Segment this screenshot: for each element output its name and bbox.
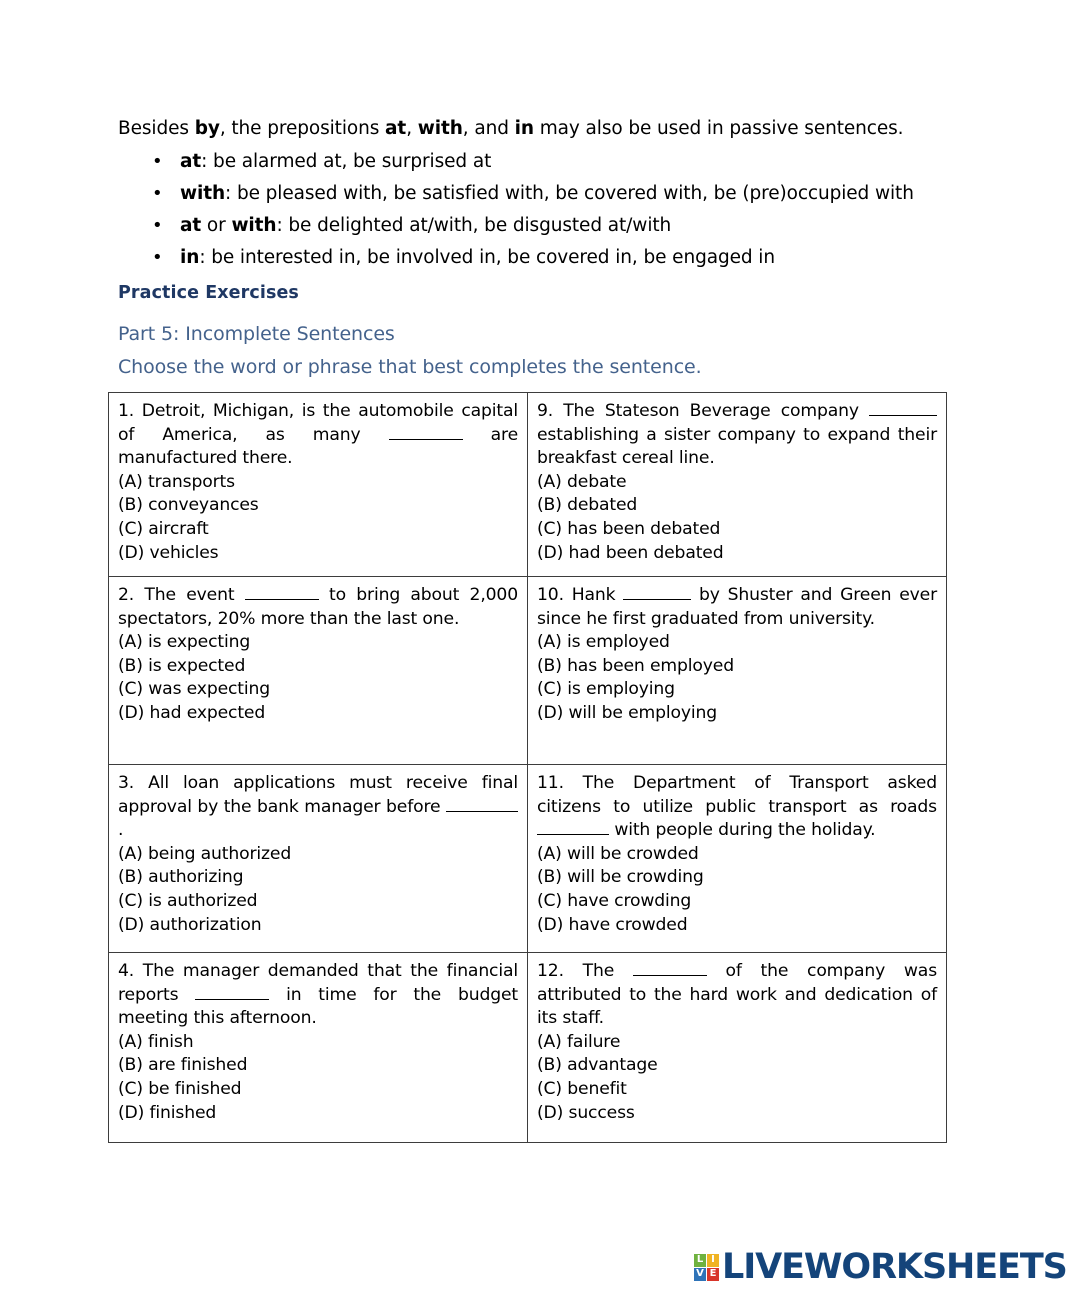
option-d[interactable]: (D) had been debated [537,542,724,563]
option-c[interactable]: (C) aircraft [118,518,209,539]
liveworksheets-logo[interactable] [694,1247,1067,1287]
option-c[interactable]: (C) be finished [118,1078,242,1099]
bullet-item-at [118,146,936,178]
section-d [118,114,936,274]
option-d[interactable]: (D) finished [118,1102,217,1123]
answer-blank[interactable] [195,985,269,1000]
answer-blank[interactable] [633,961,707,976]
question-stem: 3. All loan applications must receive final approval by the bank manager before . [118,773,518,841]
question-cell-1 [109,393,528,577]
option-a[interactable]: (A) debate [537,471,627,492]
option-d[interactable]: (D) will be employing [537,702,718,723]
bullet-dot-icon: • [152,247,163,268]
answer-blank[interactable] [537,820,609,835]
question-stem: 2. The event to bring about 2,000 spectators, 20% more than the last one. [118,585,518,629]
section-d-bullet-list [118,146,936,274]
liveworksheets-badge-icon [694,1254,719,1281]
question-cell-2 [109,577,528,765]
option-b[interactable]: (B) advantage [537,1055,658,1076]
bullet-text: in: be interested in, be involved in, be covered in, be engaged in [180,247,775,268]
option-d[interactable]: (D) success [537,1102,635,1123]
question-stem: 9. The Stateson Beverage company establishing a sister company to expand their breakfast cereal line. [537,401,937,469]
option-c[interactable]: (C) was expecting [118,679,271,700]
option-d[interactable]: (D) authorization [118,914,262,935]
bullet-text: at or with: be delighted at/with, be disgusted at/with [180,215,672,236]
bullet-dot-icon: • [152,215,163,236]
question-cell-12 [528,953,947,1143]
question-stem: 10. Hank by Shuster and Green ever since he first graduated from university. [537,585,937,629]
option-a[interactable]: (A) is expecting [118,632,251,653]
question-cell-3 [109,765,528,953]
option-d[interactable]: (D) have crowded [537,914,688,935]
bullet-dot-icon: • [152,183,163,204]
question-stem: 4. The manager demanded that the financial reports in time for the budget meeting this afternoon. [118,961,518,1029]
option-b[interactable]: (B) is expected [118,655,246,676]
answer-blank[interactable] [869,401,937,416]
bullet-item-in [118,242,936,274]
table-row [109,393,947,577]
section-d-intro [118,114,936,144]
option-a[interactable]: (A) will be crowded [537,843,699,864]
question-cell-4 [109,953,528,1143]
option-a[interactable]: (A) failure [537,1031,621,1052]
badge-letter-v: V [694,1268,706,1281]
instruction-text: Choose the word or phrase that best completes the sentence. [118,356,702,378]
liveworksheets-wordmark: LIVEWORKSHEETS [722,1247,1067,1287]
questions-table-body [109,393,947,1143]
section-d-intro-text: Besides by, the prepositions at, with, and in may also be used in passive sentences. [118,118,904,139]
answer-blank[interactable] [389,425,463,440]
option-c[interactable]: (C) is employing [537,679,675,700]
bullet-item-with [118,178,936,210]
option-a[interactable]: (A) is employed [537,632,670,653]
option-b[interactable]: (B) are finished [118,1055,248,1076]
answer-blank[interactable] [446,797,518,812]
badge-letter-l: L [694,1254,706,1267]
option-d[interactable]: (D) vehicles [118,542,219,563]
option-c[interactable]: (C) benefit [537,1078,627,1099]
table-row [109,765,947,953]
question-cell-11 [528,765,947,953]
answer-blank[interactable] [623,585,691,600]
bullet-dot-icon: • [152,151,163,172]
questions-table [108,392,947,1143]
question-stem: 1. Detroit, Michigan, is the automobile capital of America, as many are manufactured there. [118,401,518,469]
table-row [109,953,947,1143]
option-c[interactable]: (C) has been debated [537,518,721,539]
option-d[interactable]: (D) had expected [118,702,266,723]
table-row [109,577,947,765]
option-a[interactable]: (A) being authorized [118,843,292,864]
option-b[interactable]: (B) conveyances [118,495,259,516]
question-cell-10 [528,577,947,765]
question-cell-9 [528,393,947,577]
option-c[interactable]: (C) have crowding [537,890,692,911]
option-b[interactable]: (B) debated [537,495,638,516]
option-a[interactable]: (A) transports [118,471,235,492]
practice-exercises-heading: Practice Exercises [118,283,299,303]
option-c[interactable]: (C) is authorized [118,890,258,911]
answer-blank[interactable] [245,585,319,600]
question-stem: 11. The Department of Transport asked citizens to utilize public transport as roads with people during the holiday. [537,773,937,841]
option-b[interactable]: (B) authorizing [118,867,244,888]
bullet-text: at: be alarmed at, be surprised at [180,151,492,172]
badge-letter-i: I [707,1254,719,1267]
option-a[interactable]: (A) finish [118,1031,194,1052]
option-b[interactable]: (B) will be crowding [537,867,704,888]
bullet-text: with: be pleased with, be satisfied with, be covered with, be (pre)occupied with [180,183,914,204]
part-title: Part 5: Incomplete Sentences [118,323,395,345]
bullet-item-at-or-with [118,210,936,242]
option-b[interactable]: (B) has been employed [537,655,734,676]
badge-letter-e: E [707,1268,719,1281]
question-stem: 12. The of the company was attributed to the hard work and dedication of its staff. [537,961,937,1029]
